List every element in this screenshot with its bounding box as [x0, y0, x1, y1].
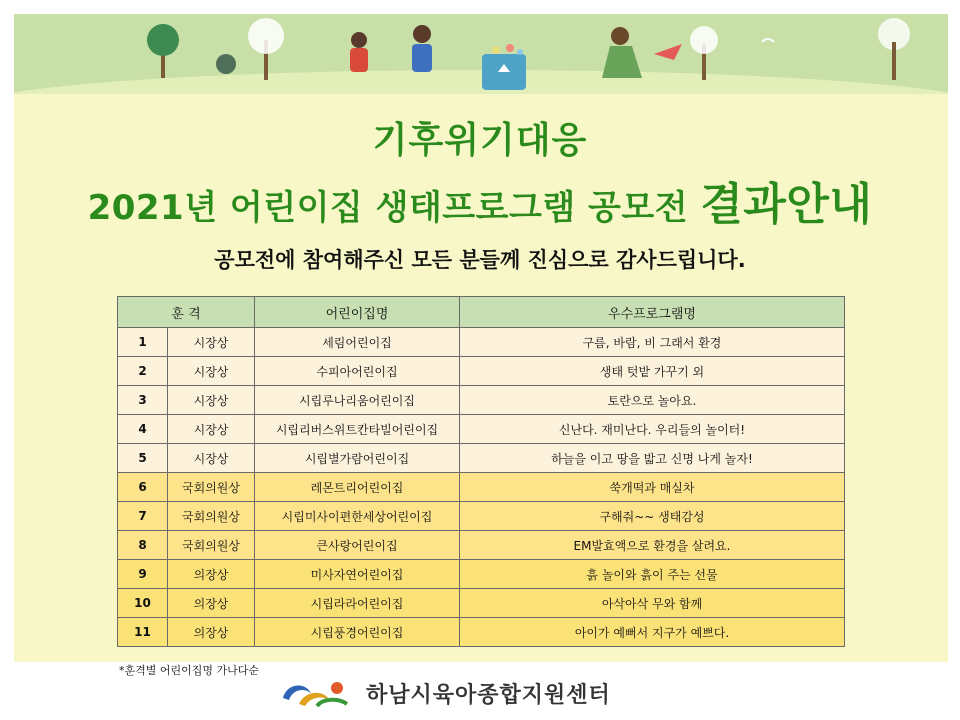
row-number: 1 [118, 328, 168, 357]
table-row [118, 357, 845, 386]
row-number: 2 [118, 357, 168, 386]
award-cell: 시장상 [168, 386, 255, 415]
center-name-cell: 시립리버스위트칸타빌어린이집 [255, 415, 460, 444]
program-name-cell: 생태 텃밭 가꾸기 외 [460, 357, 845, 386]
subtitle-emphasis: 결과안내 [700, 179, 873, 230]
center-name-cell: 시립루나리움어린이집 [255, 386, 460, 415]
award-cell: 국회의원상 [168, 502, 255, 531]
thanks-message: 공모전에 참여해주신 모든 분들께 진심으로 감사드립니다. [214, 248, 746, 272]
award-cell: 시장상 [168, 444, 255, 473]
row-number: 9 [118, 560, 168, 589]
page-subtitle [0, 168, 960, 232]
center-name-cell: 세림어린이집 [255, 328, 460, 357]
page-title: 기후위기대응 [372, 120, 588, 161]
row-number: 11 [118, 618, 168, 647]
table-row [118, 502, 845, 531]
table-row [118, 618, 845, 647]
header-program: 우수프로그램명 [460, 297, 845, 328]
award-cell: 국회의원상 [168, 473, 255, 502]
program-name-cell: 구해줘~~ 생태감성 [460, 502, 845, 531]
award-cell: 의장상 [168, 589, 255, 618]
program-name-cell: 하늘을 이고 땅을 밟고 신명 나게 놀자! [460, 444, 845, 473]
award-cell: 의장상 [168, 560, 255, 589]
center-name-cell: 미사자연어린이집 [255, 560, 460, 589]
table-row [118, 328, 845, 357]
table-row [118, 560, 845, 589]
table-row [118, 386, 845, 415]
award-cell: 시장상 [168, 328, 255, 357]
row-number: 4 [118, 415, 168, 444]
center-name-cell: 시립별가람어린이집 [255, 444, 460, 473]
award-cell: 시장상 [168, 357, 255, 386]
eco-illustration-icon [14, 14, 948, 94]
table-header-row [118, 297, 845, 328]
center-name-cell: 시립라라어린이집 [255, 589, 460, 618]
center-name-cell: 수피아어린이집 [255, 357, 460, 386]
center-name-cell: 시립미사이편한세상어린이집 [255, 502, 460, 531]
award-cell: 의장상 [168, 618, 255, 647]
program-name-cell: EM발효액으로 환경을 살려요. [460, 531, 845, 560]
table-row [118, 473, 845, 502]
center-name-cell: 시립풍경어린이집 [255, 618, 460, 647]
center-name-cell: 큰사랑어린이집 [255, 531, 460, 560]
table-row [118, 444, 845, 473]
results-table [117, 296, 845, 647]
program-name-cell: 신난다. 재미난다. 우리들의 놀이터! [460, 415, 845, 444]
subtitle-main: 2021년 어린이집 생태프로그램 공모전 [87, 188, 689, 228]
footnote: *훈격별 어린이집명 가나다순 [119, 664, 260, 677]
header-award: 훈 격 [118, 297, 255, 328]
organization-name: 하남시육아종합지원센터 [366, 683, 611, 708]
program-name-cell: 토란으로 놀아요. [460, 386, 845, 415]
program-name-cell: 아삭아삭 무와 함께 [460, 589, 845, 618]
row-number: 8 [118, 531, 168, 560]
row-number: 6 [118, 473, 168, 502]
program-name-cell: 쑥개떡과 매실차 [460, 473, 845, 502]
award-cell: 시장상 [168, 415, 255, 444]
center-name-cell: 레몬트리어린이집 [255, 473, 460, 502]
program-name-cell: 구름, 바람, 비 그래서 환경 [460, 328, 845, 357]
center-logo-icon [277, 676, 357, 710]
table-row [118, 415, 845, 444]
header-center: 어린이집명 [255, 297, 460, 328]
row-number: 3 [118, 386, 168, 415]
row-number: 5 [118, 444, 168, 473]
row-number: 10 [118, 589, 168, 618]
table-row [118, 589, 845, 618]
program-name-cell: 흙 놀이와 흙이 주는 선물 [460, 560, 845, 589]
header-banner-illustration [14, 14, 948, 94]
program-name-cell: 아이가 예뻐서 지구가 예쁘다. [460, 618, 845, 647]
table-row [118, 531, 845, 560]
row-number: 7 [118, 502, 168, 531]
award-cell: 국회의원상 [168, 531, 255, 560]
